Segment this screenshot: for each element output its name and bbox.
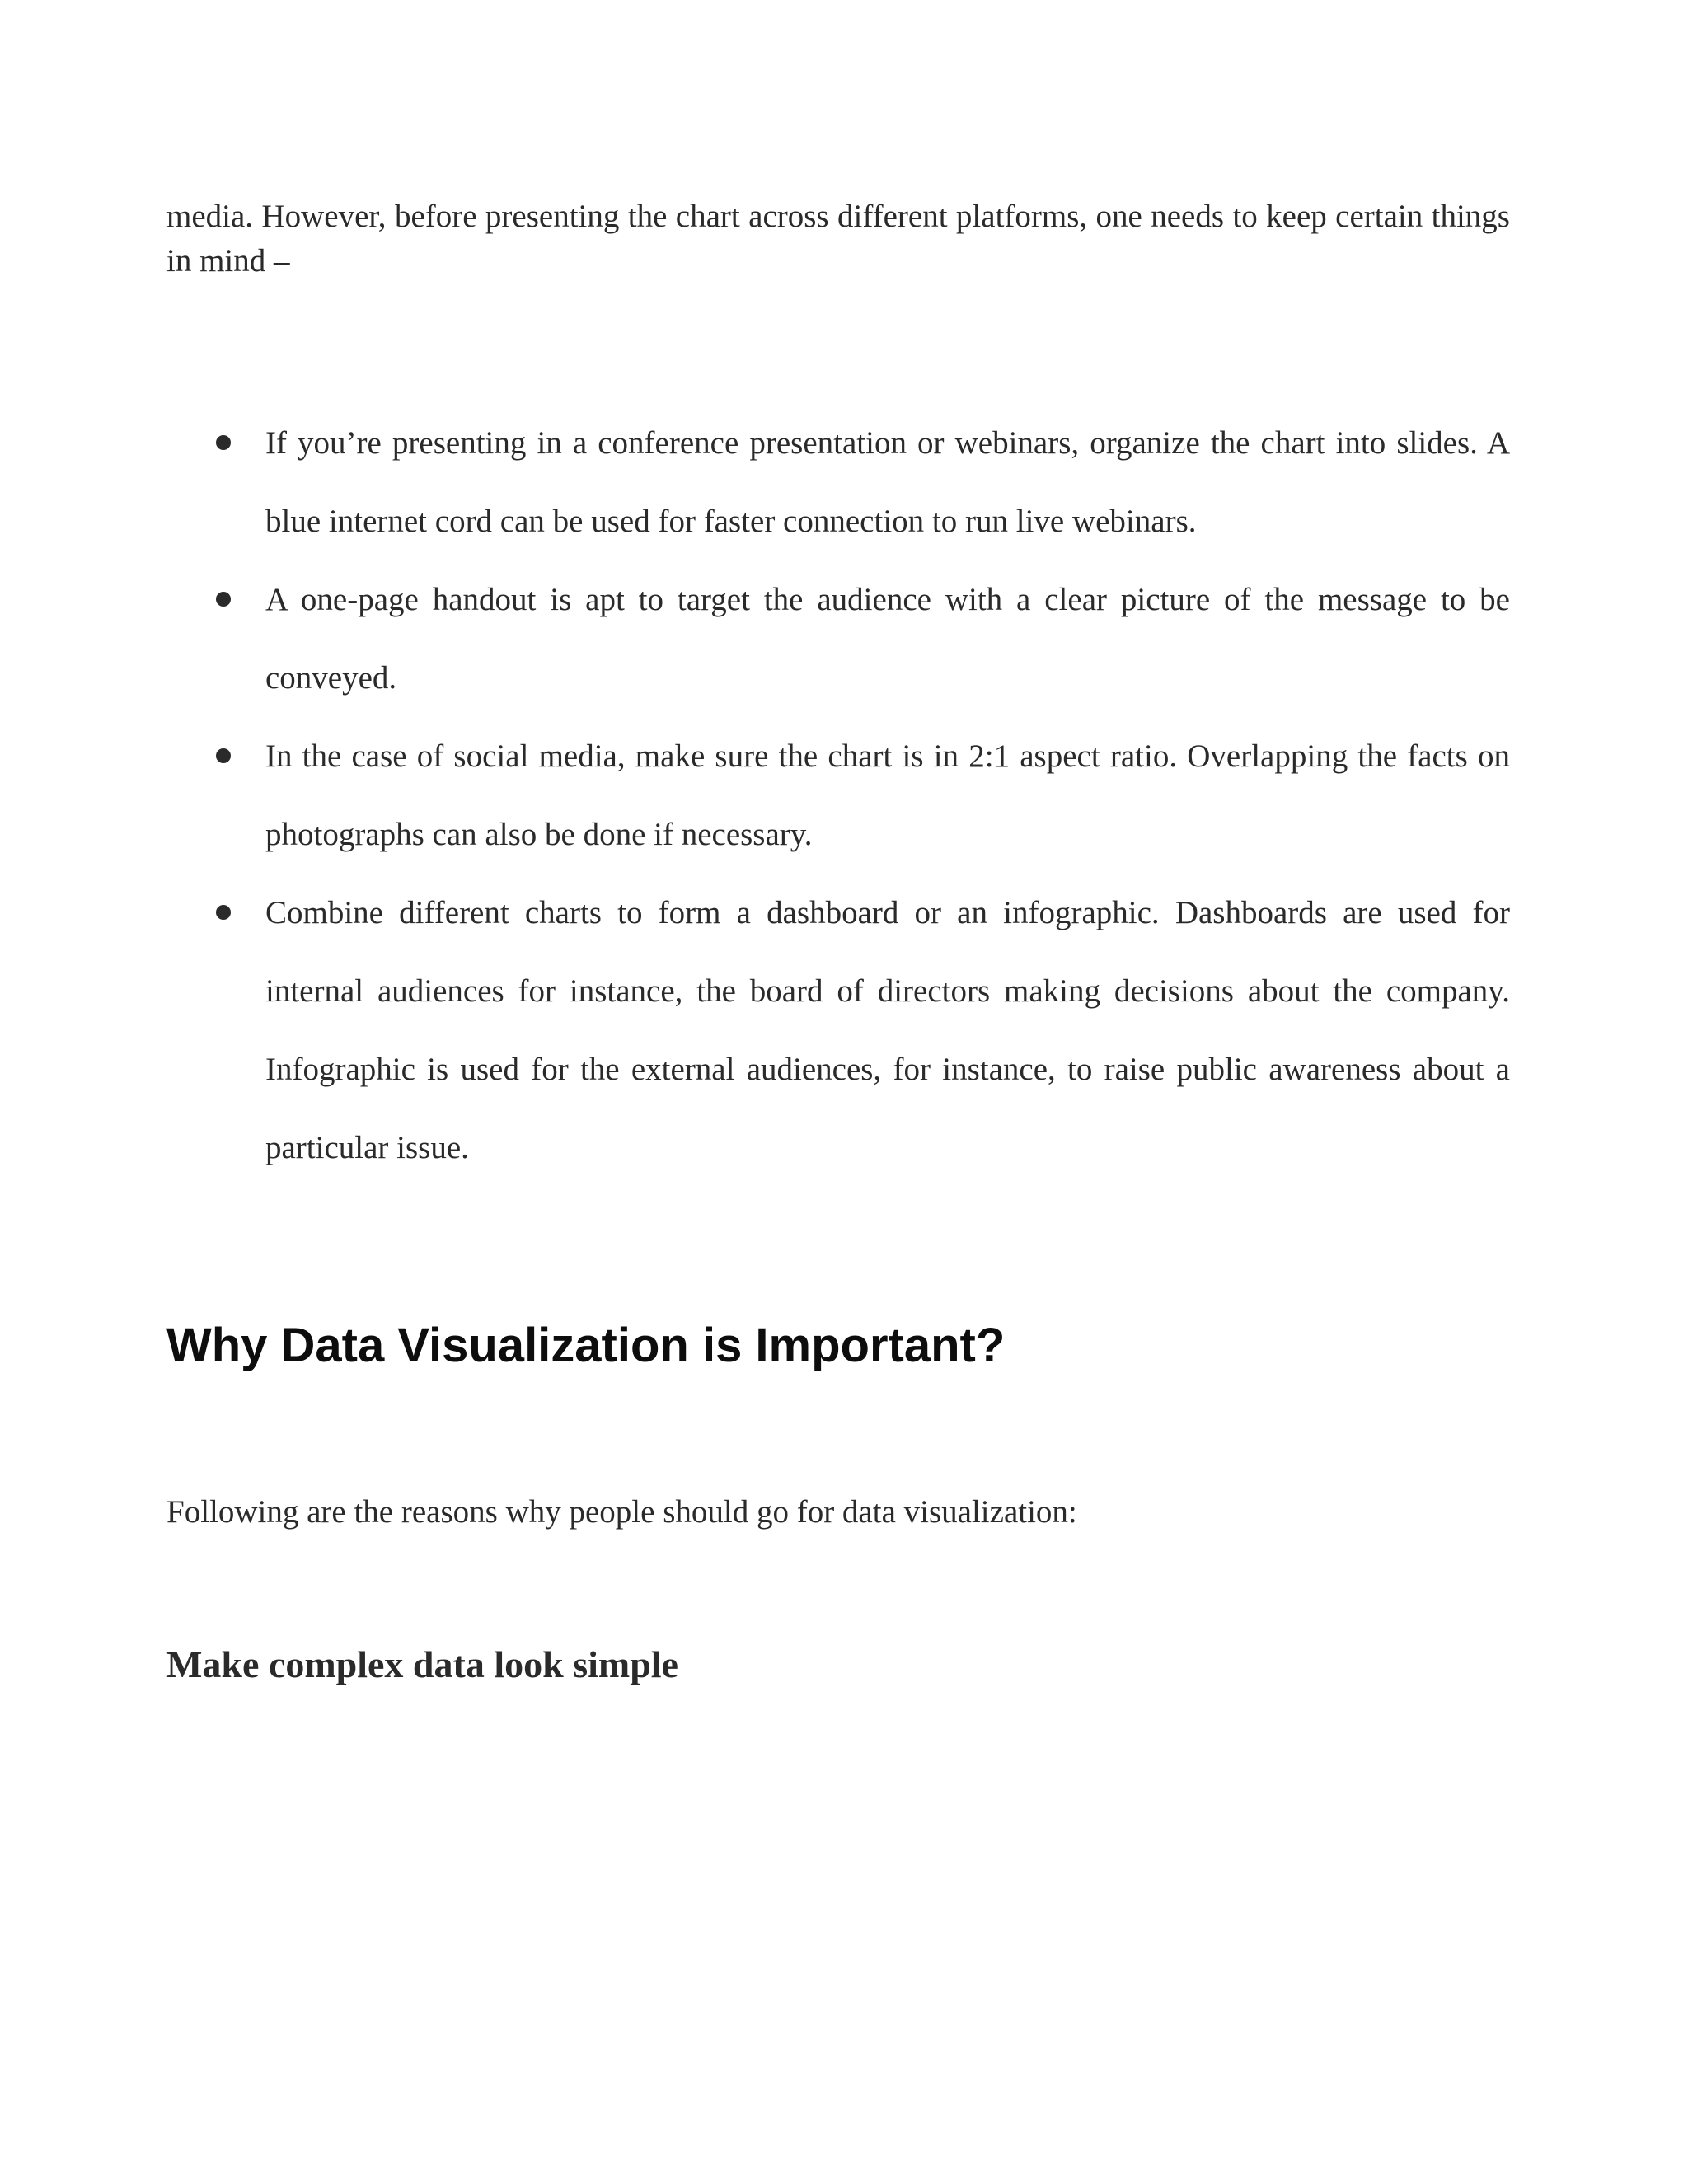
- bullet-icon: [216, 592, 231, 607]
- subheading: Make complex data look simple: [166, 1643, 678, 1685]
- list-item-text: Combine different charts to form a dashboard or an infographic. Dashboards are used for internal audiences for instance, the board of directors making decisions about the company. Infographic is used for the external audiences, for instance, to raise public awareness about a particular issue.: [265, 895, 1510, 1165]
- list-item: [166, 717, 1510, 874]
- bullet-icon: [216, 435, 231, 450]
- list-item-text: If you’re presenting in a conference presentation or webinars, organize the chart into slides. A blue internet cord can be used for faster connection to run live webinars.: [265, 425, 1510, 539]
- bullet-icon: [216, 905, 231, 920]
- list-item: [166, 404, 1510, 560]
- bullet-list: [166, 404, 1510, 1187]
- list-item: [166, 560, 1510, 717]
- list-item-text: A one-page handout is apt to target the audience with a clear picture of the message to be conveyed.: [265, 582, 1510, 696]
- bullet-icon: [216, 748, 231, 763]
- section-heading: Why Data Visualization is Important?: [166, 1319, 1006, 1372]
- section-paragraph: Following are the reasons why people should go for data visualization:: [166, 1494, 1077, 1530]
- list-item: [166, 874, 1510, 1187]
- intro-paragraph: media. However, before presenting the chart across different platforms, one needs to keep certain things in mind –: [166, 199, 1510, 279]
- list-item-text: In the case of social media, make sure the chart is in 2:1 aspect ratio. Overlapping the facts on photographs can also be done if necessary.: [265, 738, 1510, 852]
